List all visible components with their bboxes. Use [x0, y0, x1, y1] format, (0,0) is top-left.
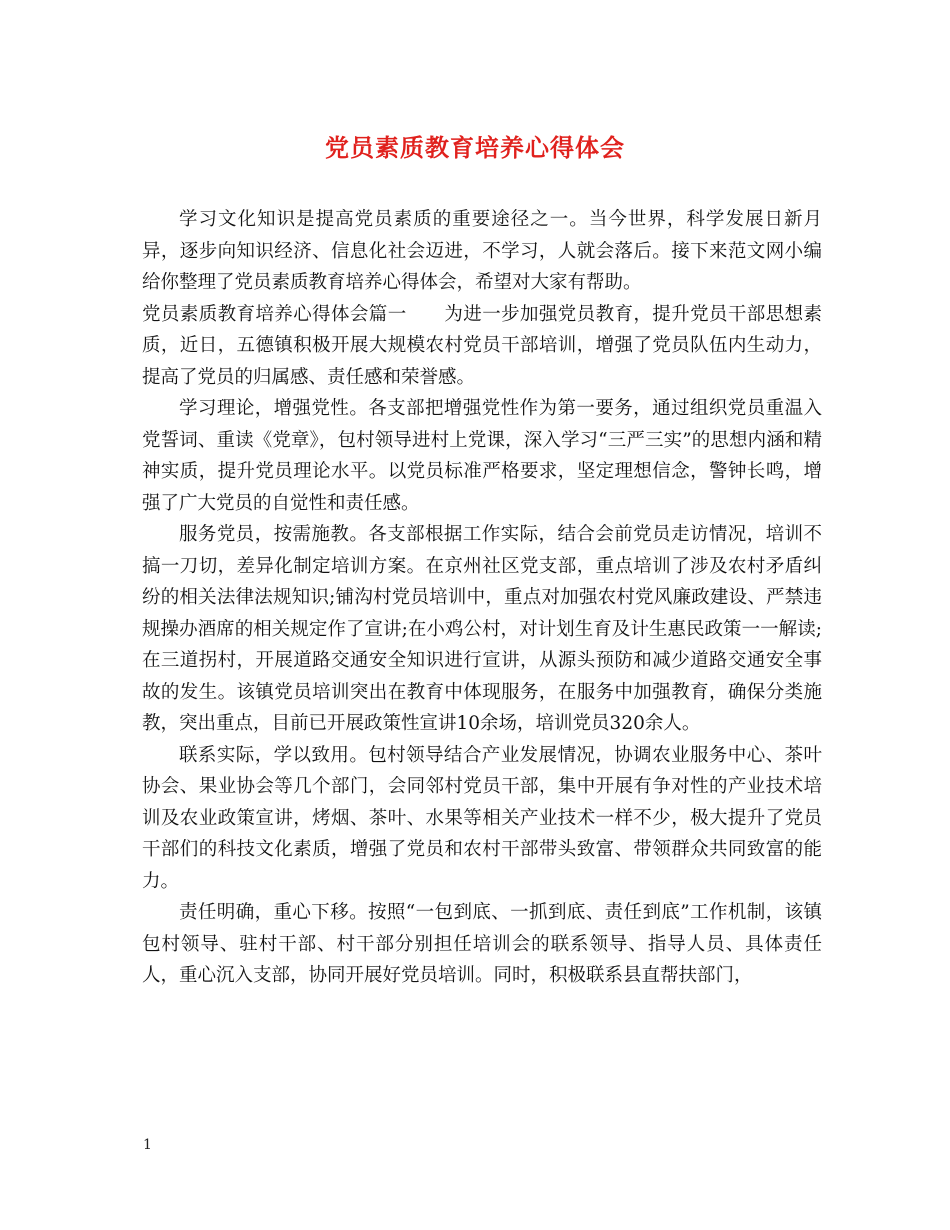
document-body	[142, 204, 822, 992]
document-title: 党员素质教育培养心得体会	[325, 133, 625, 162]
paragraph-serve-members: 服务党员，按需施教。各支部根据工作实际，结合会前党员走访情况，培训不搞一刀切，差异化制定培训方案。在京州社区党支部，重点培训了涉及农村矛盾纠纷的相关法律法规知识;铺沟村党员培训中，重点对加强农村党风廉政建设、严禁违规操办酒席的相关规定作了宣讲;在小鸡公村，对计划生育及计生惠民政策一一解读;在三道拐村，开展道路交通安全知识进行宣讲，从源头预防和减少道路交通安全事故的发生。该镇党员培训突出在教育中体现服务，在服务中加强教育，确保分类施教，突出重点，目前已开展政策性宣讲10余场，培训党员320余人。	[142, 524, 822, 734]
page-number: 1	[143, 1137, 152, 1153]
paragraph-clear-responsibility: 责任明确，重心下移。按照“一包到底、一抓到底、责任到底”工作机制，该镇包村领导、驻村干部、村干部分别担任培训会的联系领导、指导人员、具体责任人，重心沉入支部，协同开展好党员培训。同时，积极联系县直帮扶部门，	[142, 902, 822, 986]
paragraph-study-theory: 学习理论，增强党性。各支部把增强党性作为第一要务，通过组织党员重温入党誓词、重读《党章》，包村领导进村上党课，深入学习“三严三实”的思想内涵和精神实质，提升党员理论水平。以党员标准严格要求，坚定理想信念，警钟长鸣，增强了广大党员的自觉性和责任感。	[142, 398, 822, 514]
paragraph-practical-application: 联系实际，学以致用。包村领导结合产业发展情况，协调农业服务中心、茶叶协会、果业协会等几个部门，会同邻村党员干部，集中开展有争对性的产业技术培训及农业政策宣讲，烤烟、茶叶、水果等相关产业技术一样不少，极大提升了党员干部们的科技文化素质，增强了党员和农村干部带头致富、带领群众共同致富的能力。	[142, 744, 822, 892]
paragraph-intro: 学习文化知识是提高党员素质的重要途径之一。当今世界，科学发展日新月异，逐步向知识经济、信息化社会迈进，不学习，人就会落后。接下来范文网小编给你整理了党员素质教育培养心得体会，希望对大家有帮助。	[142, 209, 822, 293]
paragraph-section-one: 党员素质教育培养心得体会篇一 为进一步加强党员教育，提升党员干部思想素质，近日，五德镇积极开展大规模农村党员干部培训，增强了党员队伍内生动力，提高了党员的归属感、责任感和荣誉感。	[142, 303, 822, 388]
